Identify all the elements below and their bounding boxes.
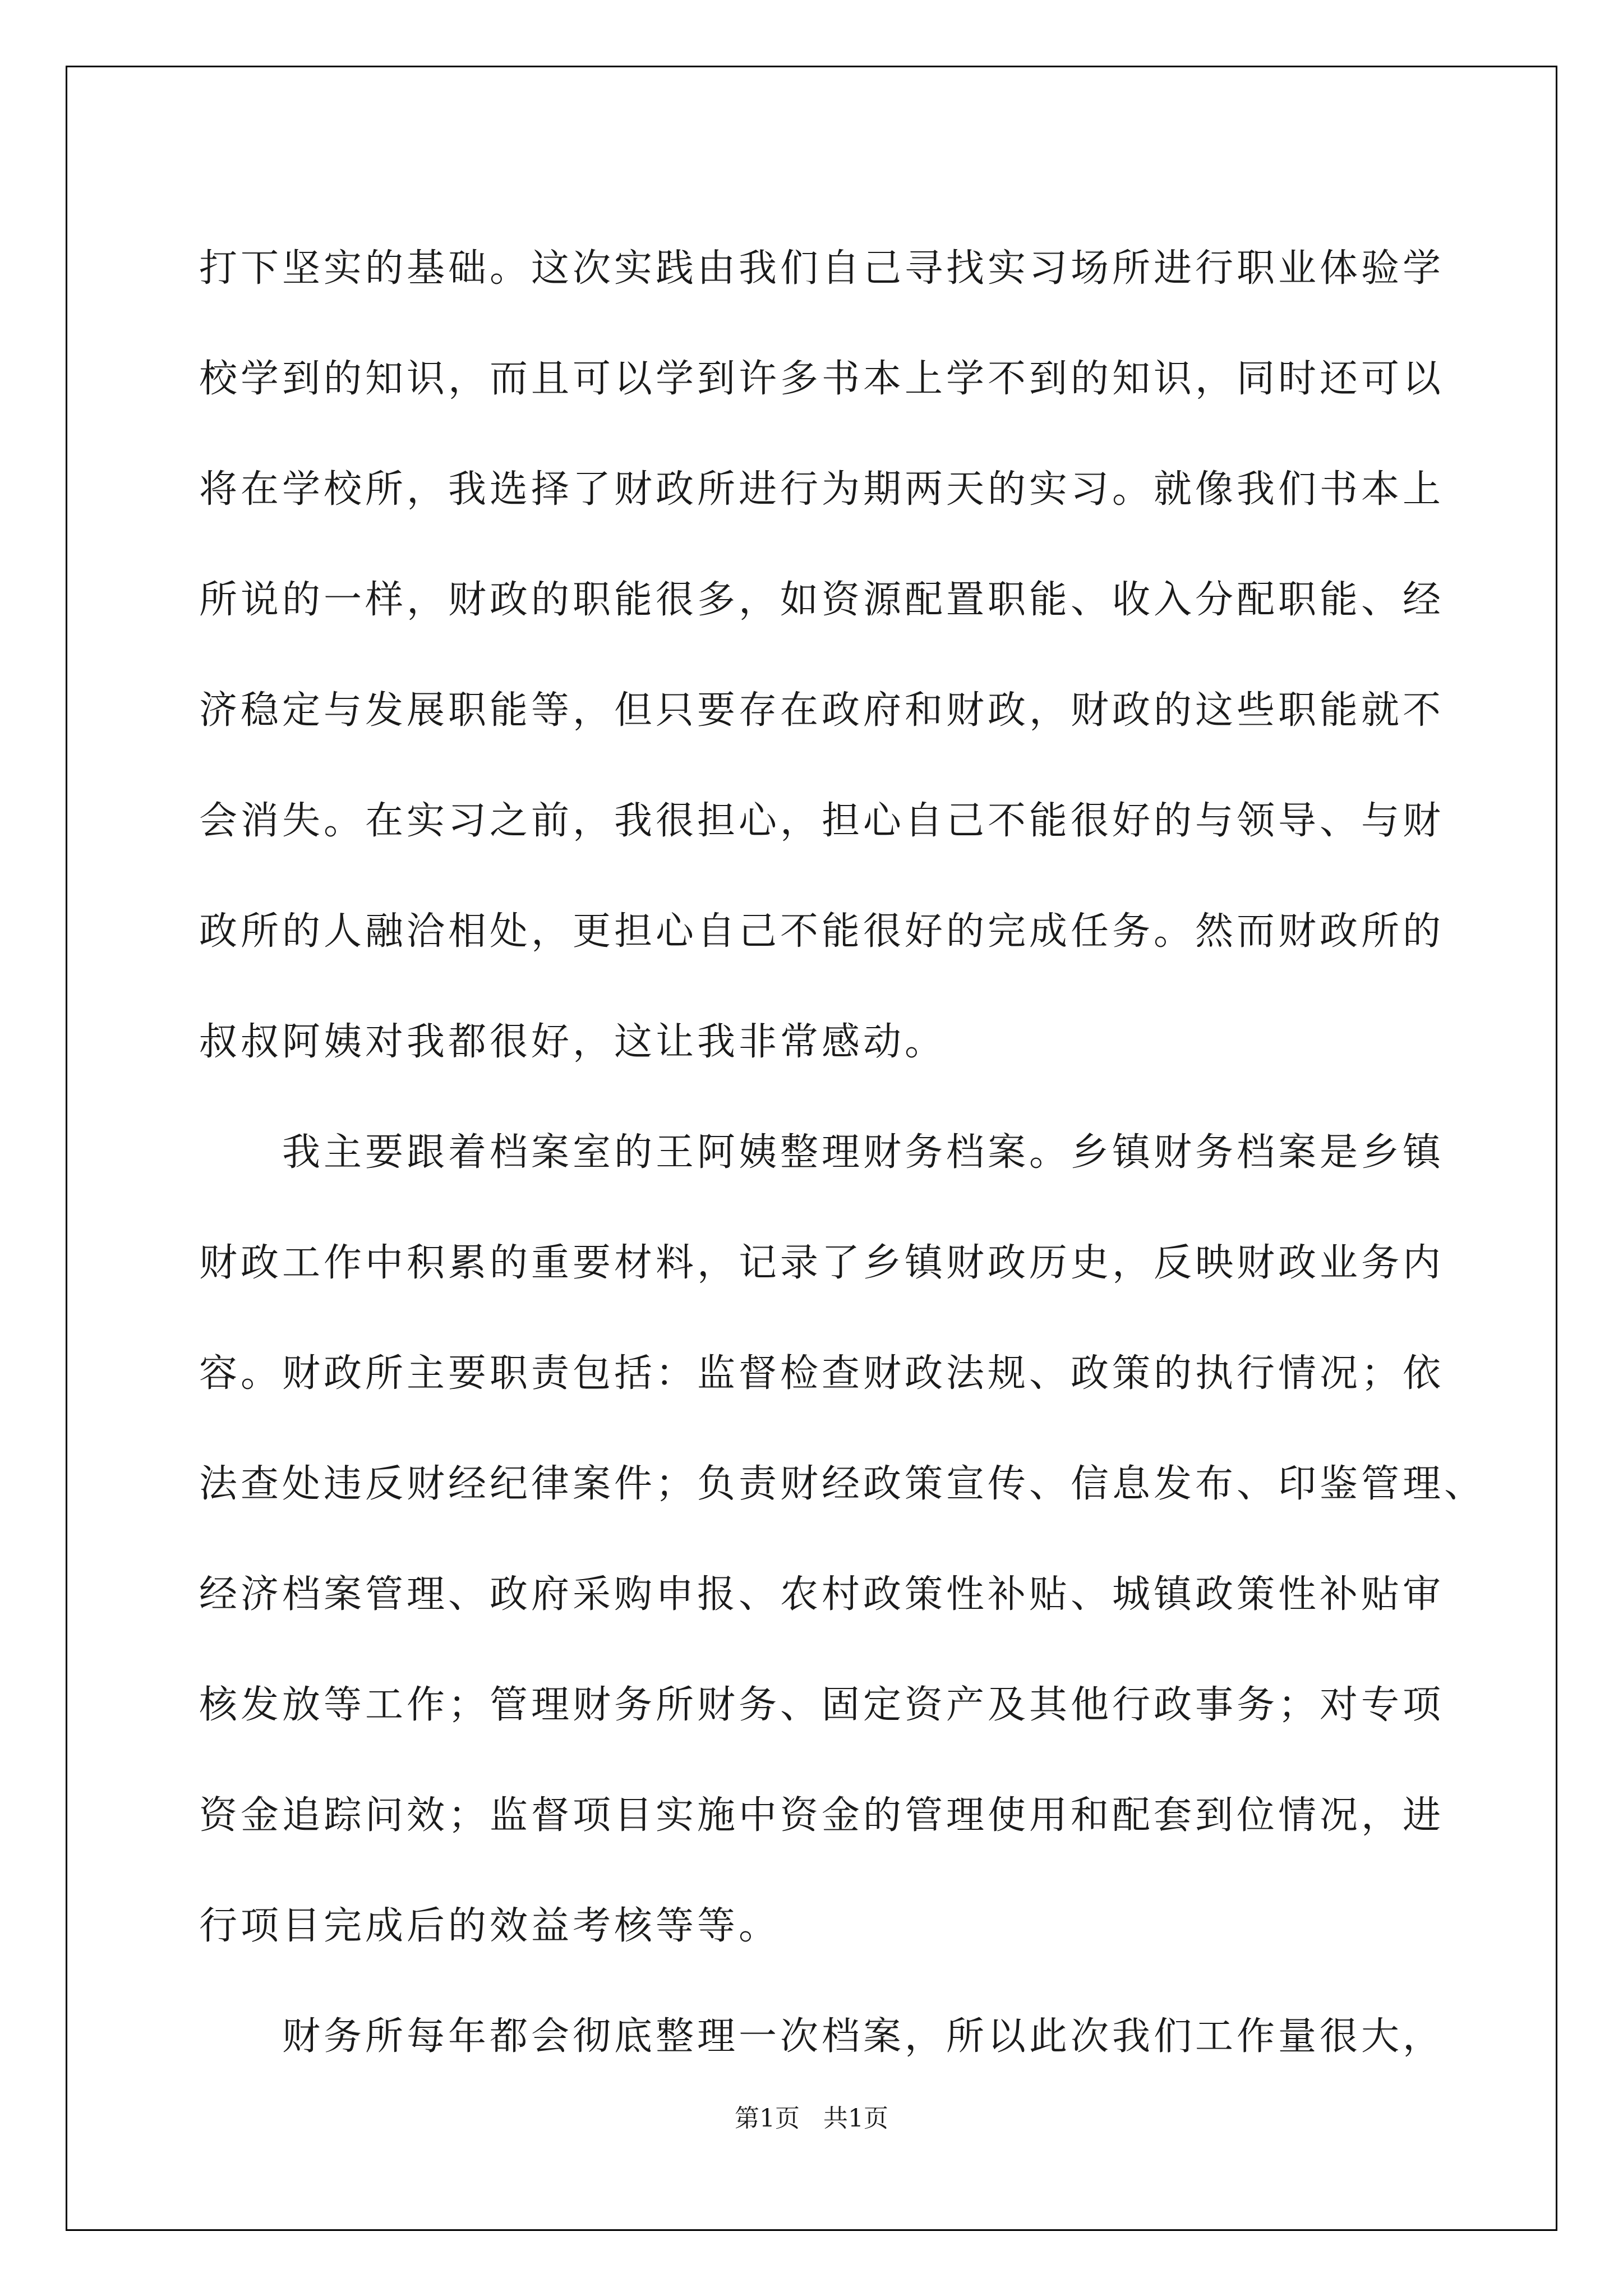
text-line: 核发放等工作；管理财务所财务、固定资产及其他行政事务；对专项 (199, 1683, 1445, 1727)
text-line: 叔叔阿姨对我都很好，这让我非常感动。 (199, 1020, 947, 1064)
text-line: 会消失。在实习之前，我很担心，担心自己不能很好的与领导、与财 (199, 799, 1445, 843)
text-line: 经济档案管理、政府采购申报、农村政策性补贴、城镇政策性补贴审 (199, 1572, 1445, 1617)
text-line: 财政工作中积累的重要材料，记录了乡镇财政历史，反映财政业务内 (199, 1241, 1445, 1285)
text-line: 校学到的知识，而且可以学到许多书本上学不到的知识，同时还可以 (199, 357, 1445, 401)
text-line: 打下坚实的基础。这次实践由我们自己寻找实习场所进行职业体验学 (199, 246, 1445, 291)
text-line: 将在学校所，我选择了财政所进行为期两天的实习。就像我们书本上 (199, 467, 1445, 512)
text-line: 容。财政所主要职责包括：监督检查财政法规、政策的执行情况；依 (199, 1351, 1445, 1396)
text-line: 政所的人融洽相处，更担心自己不能很好的完成任务。然而财政所的 (199, 909, 1445, 954)
document-body (199, 213, 1486, 2092)
paragraph-start-line: 我主要跟着档案室的王阿姨整理财务档案。乡镇财务档案是乡镇 (282, 1130, 1445, 1175)
page-footer: 第1页 共1页 (735, 2104, 888, 2133)
text-line: 济稳定与发展职能等，但只要存在政府和财政，财政的这些职能就不 (199, 688, 1445, 733)
text-line: 行项目完成后的效益考核等等。 (199, 1904, 781, 1948)
paragraph-start-line: 财务所每年都会彻底整理一次档案，所以此次我们工作量很大， (282, 2014, 1445, 2059)
text-line: 所说的一样，财政的职能很多，如资源配置职能、收入分配职能、经 (199, 578, 1445, 622)
text-line: 法查处违反财经纪律案件；负责财经政策宣传、信息发布、印鉴管理、 (199, 1462, 1486, 1506)
text-line: 资金追踪问效；监督项目实施中资金的管理使用和配套到位情况，进 (199, 1793, 1445, 1838)
